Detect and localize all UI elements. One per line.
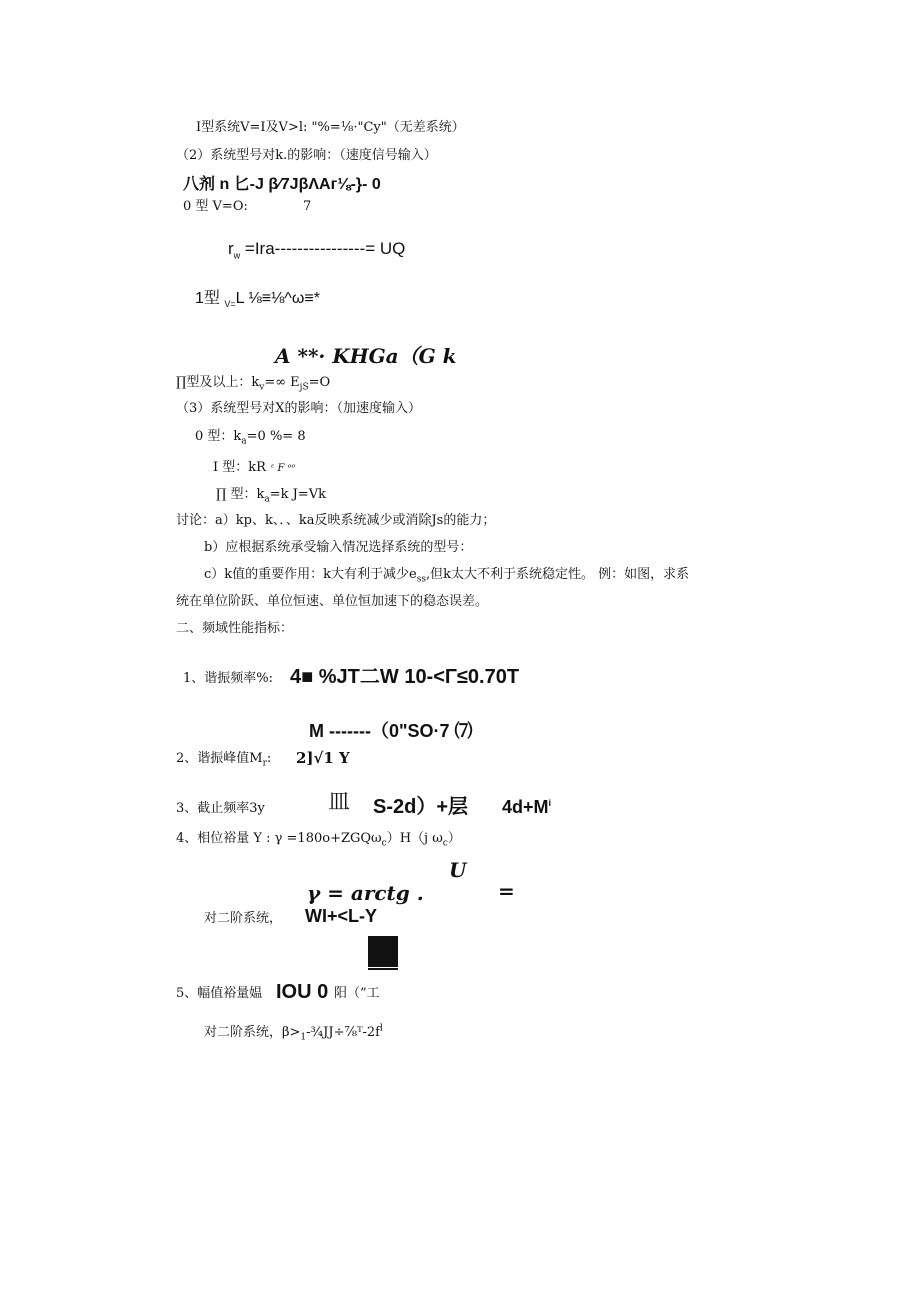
- formula-cutoff-1: S-2d）+层: [373, 796, 469, 818]
- line-discussion-b: b）应根据系统承受输入情况选择系统的型号：: [204, 540, 473, 555]
- line-gain-margin-tail: 阳（”工: [334, 986, 380, 1001]
- black-block-mark: [368, 936, 398, 967]
- line-second-order-1: 对二阶系统，: [204, 911, 283, 926]
- glyph-min: 皿: [328, 790, 351, 815]
- formula-equals: =: [498, 879, 515, 903]
- formula-gain-margin: IOU 0: [276, 981, 329, 1003]
- formula-resonance-frequency: 4■ %JT二W 10-<Γ≤0.70T: [290, 666, 520, 688]
- formula-garbled-1: 八剂 n 匕-J β⁄7JβΛAᴦ⅛-}- 0: [183, 176, 381, 193]
- formula-type1: 1型 $_{V=}$L ⅛≡⅛^ω≡*: [195, 290, 320, 310]
- formula-arctg: γ = arctg .: [307, 881, 424, 905]
- formula-cutoff-2: $4d+M^i$: [502, 797, 552, 817]
- line-resonance-frequency: 1、谐振频率%:: [183, 671, 274, 686]
- formula-khga: A **· KHGa（G k: [275, 344, 457, 368]
- line-type1-system: I型系统V=I及V>l: "%=⅛·"Cy"（无差系统）: [196, 120, 465, 135]
- line-type-effect-x: （3）系统型号对X的影响：（加速度输入）: [176, 401, 422, 416]
- formula-u: U: [449, 858, 467, 882]
- line-type-effect-kv: （2）系统型号对k.的影响：（速度信号输入）: [176, 148, 437, 163]
- formula-resonance-peak: 2]√1 Y: [296, 749, 350, 767]
- formula-second-order-1: WI+<L-Y: [305, 906, 378, 926]
- line-cutoff-frequency: 3、截止频率3y: [176, 801, 265, 816]
- line-type0-value: 7: [303, 199, 312, 214]
- line-gain-margin: 5、幅值裕量媪: [176, 986, 263, 1001]
- line-second-order-2: 对二阶系统，$\beta>_1-\frac{3}{4}JJ\div\frac{7}{8}ᵀ-2f^l$: [204, 1023, 383, 1043]
- line-discussion-c: c）k值的重要作用：k大有利于减少$e_{ss}$,但k太大不利于系统稳定性。 例：如图，求系: [204, 567, 690, 585]
- section-heading-frequency: 二、频域性能指标：: [176, 621, 294, 636]
- line-accel-type2: ∏ 型：$k_a=k$ J=Vk: [216, 487, 327, 505]
- line-accel-type0: 0 型：$k_a=0$ %= 8: [195, 429, 306, 447]
- line-phase-margin: 4、相位裕量 Y : γ =180o+ZGQω$_c$）H（j $\omega_c$）: [176, 831, 461, 849]
- line-type0: 0 型 V=O:: [183, 199, 248, 214]
- line-accel-type1: I 型：kR ᵋ F ᵒᵒ: [213, 460, 296, 475]
- line-resonance-peak: 2、谐振峰值$M_r$:: [176, 751, 272, 769]
- line-discussion-a: 讨论：a）kp、k、．、ka反映系统减少或消除Js的能力；: [176, 513, 496, 528]
- line-type2-above: ∏型及以上：$k_v=\infty$ $E_{jS}=O$: [176, 375, 331, 393]
- formula-rw: $r_w =Ira----------------=$ UQ: [228, 239, 406, 261]
- line-example: 统在单位阶跃、单位恒速、单位恒加速下的稳态误差。: [176, 594, 489, 609]
- formula-m: M -------（0"SO·7 ⑺: [309, 721, 473, 741]
